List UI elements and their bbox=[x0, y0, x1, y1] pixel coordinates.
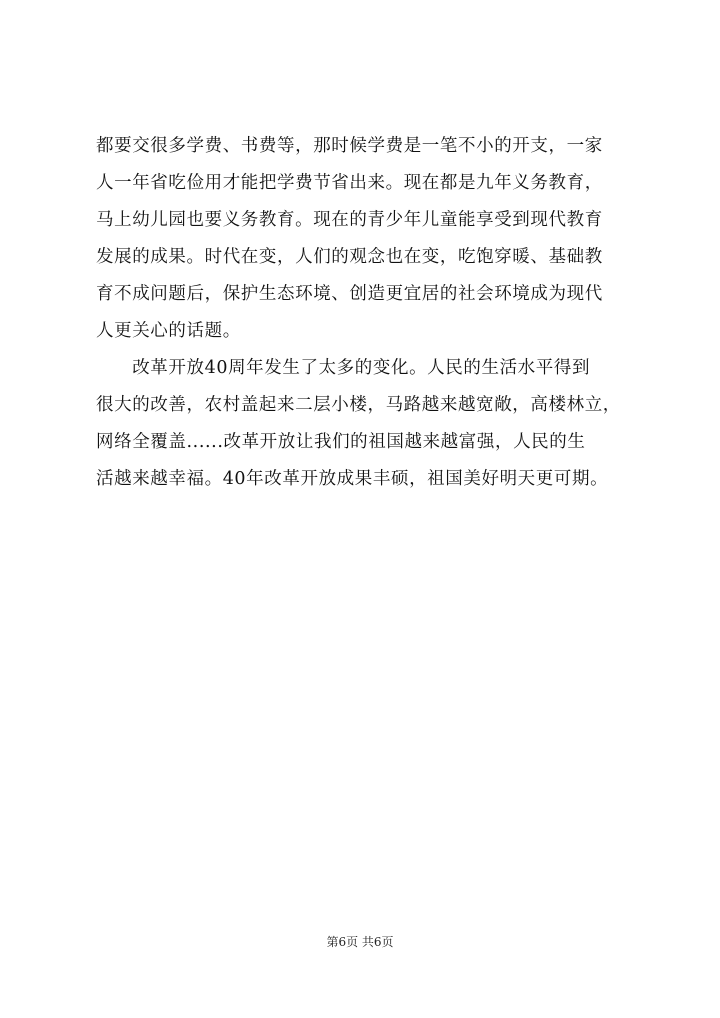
paragraph bbox=[96, 350, 636, 498]
page-number-footer: 第6页 共6页 bbox=[326, 935, 394, 949]
text-line: 人一年省吃俭用才能把学费节省出来。现在都是九年义务教育， bbox=[96, 173, 603, 193]
text-line: 发展的成果。时代在变，人们的观念也在变，吃饱穿暖、基础教 bbox=[96, 247, 603, 267]
text-line: 很大的改善，农村盖起来二层小楼，马路越来越宽敞，高楼林立， bbox=[96, 395, 621, 415]
body-text bbox=[96, 128, 636, 498]
paragraph bbox=[96, 128, 636, 350]
text-line: 育不成问题后，保护生态环境、创造更宜居的社会环境成为现代 bbox=[96, 284, 603, 304]
text-line: 马上幼儿园也要义务教育。现在的青少年儿童能享受到现代教育 bbox=[96, 210, 603, 230]
text-line: 网络全覆盖......改革开放让我们的祖国越来越富强，人民的生 bbox=[96, 432, 586, 452]
text-line: 改革开放40周年发生了太多的变化。人民的生活水平得到 bbox=[96, 358, 591, 378]
text-line: 都要交很多学费、书费等，那时候学费是一笔不小的开支，一家 bbox=[96, 136, 603, 156]
text-line: 人更关心的话题。 bbox=[96, 321, 241, 341]
text-line: 活越来越幸福。40年改革开放成果丰硕，祖国美好明天更可期。 bbox=[96, 469, 609, 489]
